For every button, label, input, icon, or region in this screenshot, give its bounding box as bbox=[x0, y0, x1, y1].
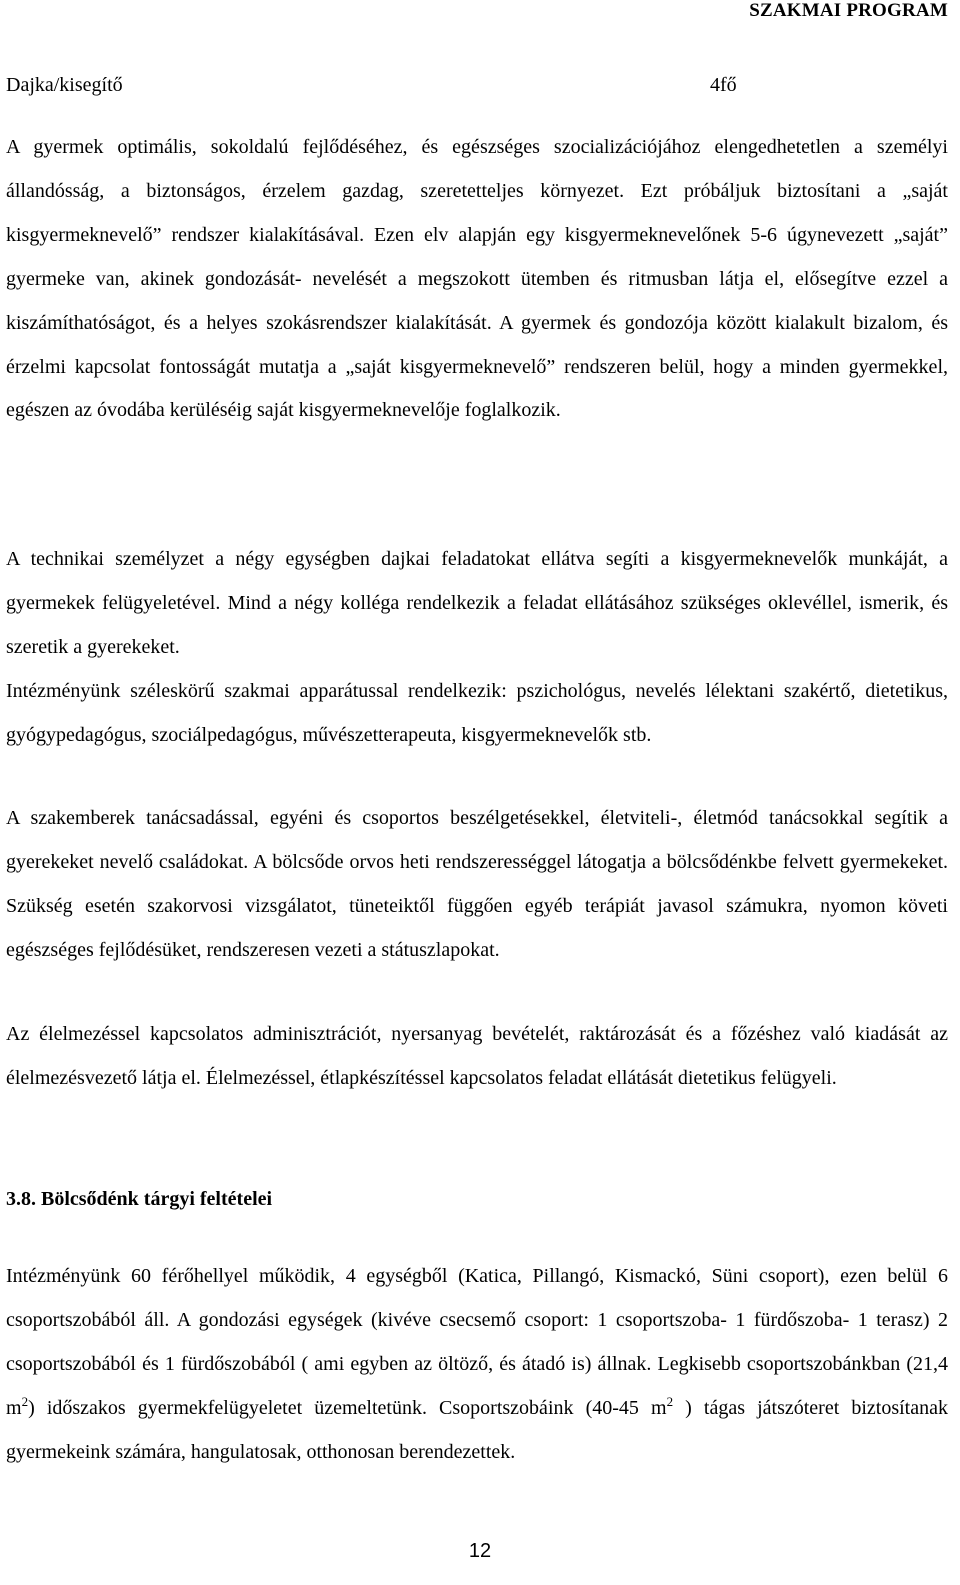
paragraph-technikai-személyzet: A technikai személyzet a négy egységben dajkai feladatokat ellátva segíti a kisgyermeknevelők munkáját, a gyermekek felügyeletével. Mind a négy kolléga rendelkezik a feladat ellátásához szükséges oklevéllel, ismerik, és szeretik a gyerekeket. bbox=[6, 548, 948, 658]
paragraph-élelmezés: Az élelmezéssel kapcsolatos adminisztrációt, nyersanyag bevételét, raktározását és a főzéshez való kiadását az élelmezésvezető látja el. Élelmezéssel, étlapkészítéssel kapcsolatos feladat ellátását dietetikus felügyeli. bbox=[6, 1023, 948, 1089]
staff-role: Dajka/kisegítő bbox=[6, 74, 123, 96]
paragraph-szakmai-apparátus: Intézményünk széleskörű szakmai apparátussal rendelkezik: pszichológus, nevelés lélektani szakértő, dietetikus, gyógypedagógus, szociálpedagógus, művészetterapeuta, kisgyermeknevelők stb. bbox=[6, 680, 948, 746]
staff-count: 4fő bbox=[710, 74, 737, 96]
staff-row bbox=[6, 74, 946, 100]
text-part-1: Intézményünk 60 férőhellyel működik, 4 egységből (Katica, Pillangó, Kismackó, Süni csoport), ezen belül 6 csoportszobából áll. A gondozási egységek (kivéve csecsemő csoport: 1 csoportszoba- 1 fürdőszoba- 1 terasz) 2 csoportszobából és 1 fürdőszobából ( ami egyben az öltöző, és átadó is) állnak. Legkisebb csoportszobánkban (21,4 m bbox=[6, 1265, 948, 1419]
paragraph-saját-kisgyermeknevelő: A gyermek optimális, sokoldalú fejlődéséhez, és egészséges szocializációjához elengedhetetlen a személyi állandósság, a biztonságos, érzelem gazdag, szeretetteljes környezet. Ezt próbáljuk biztosítani a „saját kisgyermeknevelő” rendszer kialakításával. Ezen elv alapján egy kisgyermeknevelőnek 5-6 úgynevezett „saját” gyermeke van, akinek gondozását- nevelését a megszokott ütemben és ritmusban látja el, elősegítve ezzel a kiszámíthatóságot, és a helyes szokásrendszer kialakítását. A gyermek és gondozója között kialakult bizalom, és érzelmi kapcsolat fontosságát mutatja a „saját kisgyermeknevelő” rendszeren belül, hogy a minden gyermekkel, egészen az óvodába kerüléséig saját kisgyermeknevelője foglalkozik. bbox=[6, 136, 948, 422]
paragraph-tárgyi-feltételek bbox=[6, 1255, 948, 1475]
section-heading: 3.8. Bölcsődénk tárgyi feltételei bbox=[6, 1188, 273, 1210]
superscript-2: 2 bbox=[666, 1393, 674, 1409]
paragraph-szakemberek: A szakemberek tanácsadással, egyéni és csoportos beszélgetésekkel, életviteli-, életmód tanácsokkal segítik a gyerekeket nevelő családokat. A bölcsőde orvos heti rendszerességgel látogatja a bölcsődénkbe felvett gyermekeket. Szükség esetén szakorvosi vizsgálatot, tüneteiktől függően egyéb terápiát javasol számukra, nyomon követi egészséges fejlődésüket, rendszeresen vezeti a státuszlapokat. bbox=[6, 807, 948, 961]
page-number: 12 bbox=[468, 1540, 492, 1562]
text-part-2: ) időszakos gyermekfelügyeletet üzemeltetünk. Csoportszobáink (40-45 m bbox=[28, 1396, 667, 1419]
text-part-3: ) tágas játszóteret biztosítanak gyermekeink számára, hangulatosak, otthonosan berendezettek. bbox=[6, 1396, 948, 1463]
running-header: SZAKMAI PROGRAM bbox=[749, 0, 948, 21]
superscript-1: 2 bbox=[21, 1393, 29, 1409]
